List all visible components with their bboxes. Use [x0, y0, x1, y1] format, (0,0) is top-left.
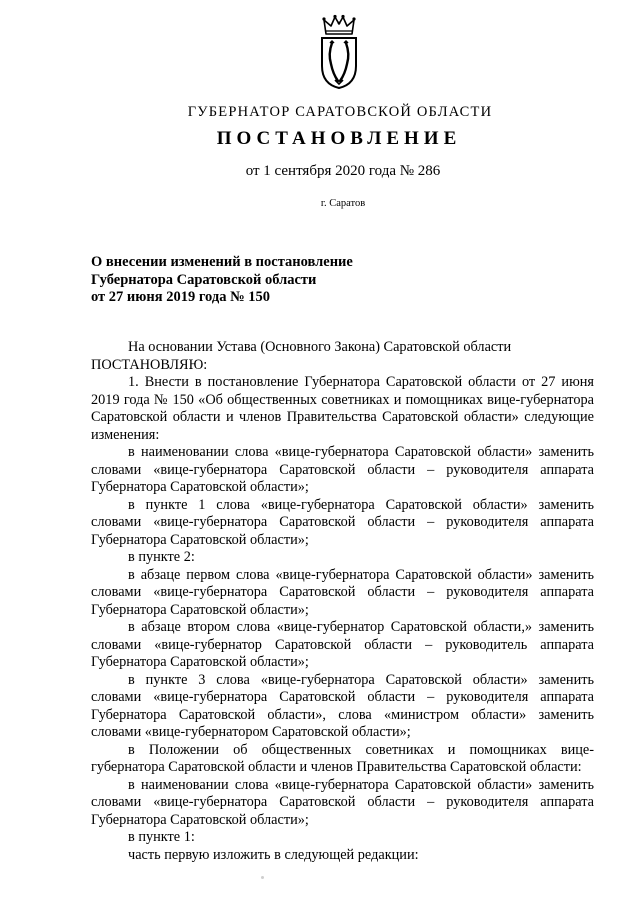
- document-body: [91, 339, 594, 864]
- document-heading: [91, 254, 353, 307]
- scan-dot: [261, 876, 264, 879]
- body-paragraph: 1. Внести в постановление Губернатора Саратовской области от 27 июня 2019 года № 150 «Об общественных советниках и помощниках вице-губернатора Саратовской области и членов Правительства Саратовской области» следующие изменения:: [91, 374, 594, 443]
- heading-line: от 27 июня 2019 года № 150: [91, 289, 271, 305]
- body-paragraph: в пункте 1:: [128, 829, 195, 845]
- body-paragraph: в пункте 2:: [128, 549, 195, 565]
- body-paragraph: На основании Устава (Основного Закона) Саратовской области: [128, 339, 512, 355]
- body-paragraph: в пункте 3 слова «вице-губернатора Саратовской области» заменить словами «вице-губернатора Саратовской области – руководителя аппарата Губернатора Саратовской области», слова «министром области» заменить словами «вице-губернатором Саратовской области»;: [91, 671, 594, 740]
- body-paragraph: в абзаце первом слова «вице-губернатора Саратовской области» заменить словами «вице-губернатора Саратовской области – руководителя аппарата Губернатора Саратовской области»;: [91, 566, 594, 618]
- body-paragraph: в наименовании слова «вице-губернатора Саратовской области» заменить словами «вице-губернатора Саратовской области – руководителя аппарата Губернатора Саратовской области»;: [91, 444, 594, 495]
- body-paragraph-resolve: ПОСТАНОВЛЯЮ:: [91, 356, 208, 373]
- heading-line: Губернатора Саратовской области: [91, 271, 317, 288]
- saratov-coat-of-arms-icon: [318, 14, 360, 90]
- document-city: г. Саратов: [320, 198, 366, 209]
- document-type-title: ПОСТАНОВЛЕНИЕ: [216, 128, 462, 149]
- body-paragraph: в абзаце втором слова «вице-губернатор Саратовской области,» заменить словами «вице-губернатор Саратовской области – руководитель аппарата Губернатора Саратовской области»;: [91, 619, 594, 670]
- body-paragraph: в Положении об общественных советниках и помощниках вице-губернатора Саратовской области и членов Правительства Саратовской области:: [91, 741, 594, 775]
- document-date-number: от 1 сентября 2020 года № 286: [245, 163, 441, 179]
- governor-header: ГУБЕРНАТОР САРАТОВСКОЙ ОБЛАСТИ: [187, 104, 493, 120]
- heading-line: О внесении изменений в постановление: [91, 254, 353, 270]
- body-paragraph: в пункте 1 слова «вице-губернатора Саратовской области» заменить словами «вице-губернатора Саратовской области – руководителя аппарата Губернатора Саратовской области»;: [91, 496, 594, 548]
- body-paragraph: в наименовании слова «вице-губернатора Саратовской области» заменить словами «вице-губернатора Саратовской области – руководителя аппарата Губернатора Саратовской области»;: [91, 776, 594, 828]
- body-paragraph: часть первую изложить в следующей редакции:: [128, 846, 419, 863]
